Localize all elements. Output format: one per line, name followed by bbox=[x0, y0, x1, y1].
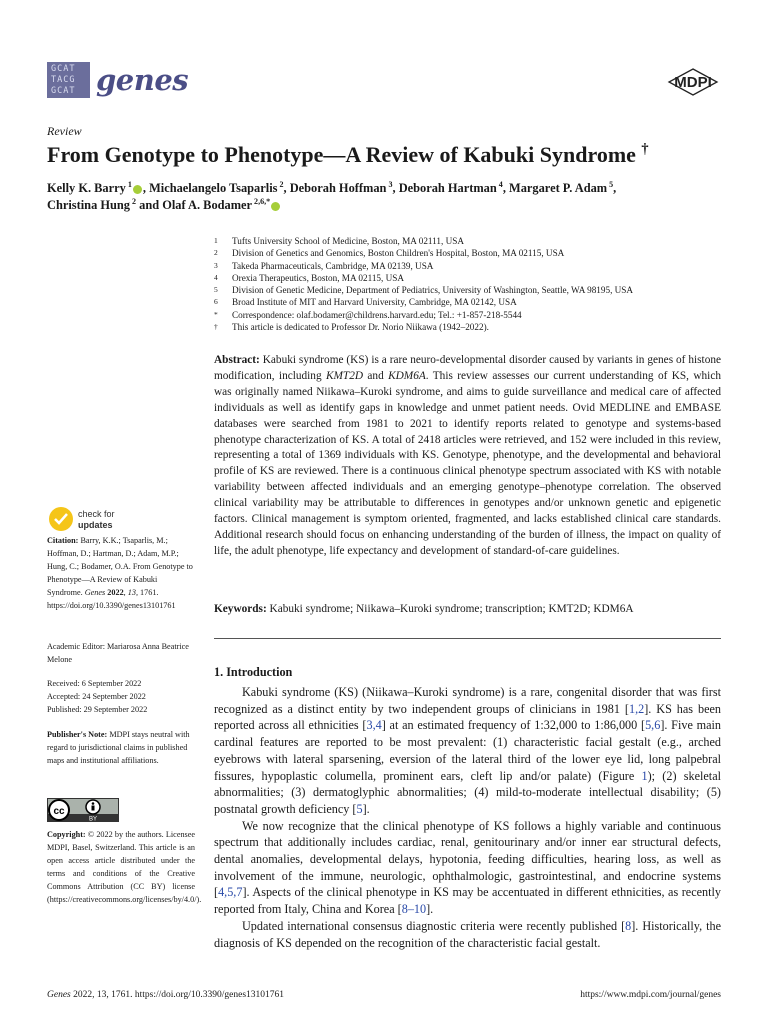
citation-label: Citation: bbox=[47, 536, 79, 545]
affiliation-text: Broad Institute of MIT and Harvard University, Cambridge, MA 02142, USA bbox=[232, 297, 517, 308]
logo-line: GCAT bbox=[51, 86, 76, 96]
published-date: Published: 29 September 2022 bbox=[47, 705, 148, 714]
logo-line: GCAT bbox=[51, 64, 76, 74]
abstract-text: Kabuki syndrome (KS) is a rare neuro-developmental disorder caused by variants in genes of histone modification, including KMT2D and KDM6A. This review assesses our current understanding of KS, which was originally named Niikawa–Kuroki syndrome, and aims to guide surveillance and medical care of affected individuals as well as identify gaps in knowledge and unmet patient needs. Ovid MEDLINE and EMBASE databases were searched from 1981 to 2021 to identify reports related to genotype and systems-based phenotype characterization of KS. A total of 2418 articles were retrieved, and 152 were included in this review, representing a total of 1369 individuals with KS. Genotype, phenotype, and the developmental and behavioral profile of KS are reviewed. There is a continuous clinical phenotype spectrum associated with KS with notable variability between affected individuals and an emerging genotype–phenotype correlation. The observed clinical variability may be attributable to differences in genotypes and/or unknown genetic and epigenetic factors. Clinical management is symptom oriented, fragmented, and lacks established clinical care standards. Additional research should focus on enhancing understanding of the burden of illness, the impact on quality of life, the adult phenotype, life expectancy and development of standard-of-care guidelines. bbox=[214, 354, 722, 557]
affiliation-row bbox=[214, 296, 734, 308]
author-name: Kelly K. Barry bbox=[47, 181, 126, 195]
keywords-label: Keywords: bbox=[214, 603, 267, 615]
affiliation-text: This article is dedicated to Professor Dr. Norio Niikawa (1942–2022). bbox=[232, 322, 489, 333]
gene-name: KDM6A bbox=[388, 369, 426, 382]
citation-year: 2022 bbox=[107, 588, 124, 597]
author-affiliation-number: 2 bbox=[129, 196, 137, 206]
abstract bbox=[214, 353, 721, 560]
academic-editor-label: Academic Editor: bbox=[47, 642, 105, 651]
section-heading: 1. Introduction bbox=[214, 665, 293, 679]
affiliation-text: Division of Genetic Medicine, Department of Pediatrics, University of Washington, Seattle, WA 98195, USA bbox=[232, 285, 634, 296]
copyright-text: © 2022 by the authors. Licensee MDPI, Basel, Switzerland. This article is an open access article distributed under the terms and conditions of the Creative Commons Attribution (CC BY) license (https://creativecommons.org/licenses/by/4.0/). bbox=[47, 830, 202, 904]
author-affiliation-number: 1 bbox=[125, 179, 132, 189]
affiliation-text: Division of Genetics and Genomics, Boston Children's Hospital, Boston, MA 02115, USA bbox=[232, 248, 565, 259]
affiliation-number: 6 bbox=[214, 297, 218, 307]
journal-logo bbox=[47, 62, 90, 98]
article-type: Review bbox=[47, 124, 82, 138]
affiliation-number: 1 bbox=[214, 236, 218, 245]
journal-name: genes bbox=[96, 63, 189, 97]
author-name: Margaret P. Adam bbox=[509, 181, 608, 195]
citation-pages[interactable]: 1761. https://doi.org/10.3390/genes13101761 bbox=[47, 588, 176, 610]
mdpi-logo bbox=[667, 68, 719, 96]
reference-link[interactable]: 3,4 bbox=[366, 718, 382, 733]
dates bbox=[47, 677, 195, 716]
keywords bbox=[214, 603, 721, 615]
reference-link[interactable]: 4,5,7 bbox=[218, 885, 243, 900]
author-affiliation-number: 3 bbox=[386, 179, 393, 189]
publisher-note-label: Publisher's Note: bbox=[47, 730, 108, 739]
publisher-note bbox=[47, 728, 195, 767]
affiliation-number: 3 bbox=[214, 260, 218, 270]
publisher-note-text: MDPI stays neutral with regard to jurisdictional claims in published maps and institutional affiliations. bbox=[47, 730, 190, 765]
author-name: Deborah Hartman bbox=[398, 181, 497, 195]
reference-link[interactable]: 1 bbox=[641, 768, 648, 783]
reference-link[interactable]: 5 bbox=[356, 801, 363, 816]
check-updates-line1: check for bbox=[78, 509, 115, 519]
affiliation-row bbox=[214, 260, 734, 272]
footer-citation-rest: 2022, 13, 1761. https://doi.org/10.3390/genes13101761 bbox=[73, 990, 285, 1000]
affiliation-number: 2 bbox=[214, 248, 218, 258]
cc-by-label: BY bbox=[88, 816, 98, 822]
paragraph: Updated international consensus diagnostic criteria were recently published [8]. Historically, the diagnosis of KS depended on the recognition of the characteristic facial gestalt. bbox=[214, 918, 721, 950]
affiliation-number: * bbox=[214, 309, 218, 319]
body-text bbox=[214, 684, 721, 951]
title-dagger: † bbox=[641, 141, 649, 158]
academic-editor-name: Mariarosa Anna Beatrice Melone bbox=[47, 642, 189, 664]
affiliation-text: Tufts University School of Medicine, Boston, MA 02111, USA bbox=[232, 236, 464, 246]
paragraph: Kabuki syndrome (KS) (Niikawa–Kuroki syndrome) is a rare, congenital disorder that was first recognized as a distinct entity by two independent groups of clinicians in 1981 [1,2]. KS has been reported across all ethnicities [3,4] at an estimated frequency of 1:32,000 to 1:86,000 [5,6]. Five main cardinal features are reported to be most prevalent: (1) characteristic facial gestalt (e.g., arched eyebrows with lateral sparsening, eversion of the lateral third of the lower eye lid, long palpebral fissures, hypoplastic columella, prominent ears, cleft lip and/or palate) (Figure 1); (2) skeletal abnormalities; (3) dermatoglyphic abnormalities; (4) mild-to-moderate intellectual disability; (5) postnatal growth deficiency [5]. bbox=[214, 685, 722, 816]
received-date: Received: 6 September 2022 bbox=[47, 679, 142, 688]
affiliation-row bbox=[214, 321, 734, 333]
affiliation-row bbox=[214, 284, 734, 296]
affiliation-number: 4 bbox=[214, 272, 218, 282]
citation-block: Citation: Barry, K.K.; Tsaparlis, M.; Hoffman, D.; Hartman, D.; Adam, M.P.; Hung, C.; Bodamer, O.A. From Genotype to Phenotype—A Review of Kabuki Syndrome. Genes 2022, 13, 1761. https://doi.org/10.3390/genes13101761 bbox=[47, 536, 193, 610]
author-name: Olaf A. Bodamer bbox=[162, 198, 253, 212]
publisher-name: MDPI bbox=[674, 74, 712, 91]
page-footer bbox=[47, 990, 721, 1000]
affiliation-row bbox=[214, 272, 734, 284]
author-affiliation-number: 2 bbox=[277, 179, 284, 189]
cc-by-license-icon[interactable] bbox=[47, 798, 119, 822]
citation-journal: Genes bbox=[84, 588, 106, 597]
citation-text: Barry, K.K.; Tsaparlis, M.; Hoffman, D.; Hartman, D.; Adam, M.P.; Hung, C.; Bodamer, O.A. From Genotype to Phenotype—A Review of Kabuki Syndrome. bbox=[47, 536, 193, 597]
footer-journal: Genes bbox=[47, 990, 71, 1000]
author-name: Michaelangelo Tsaparlis bbox=[149, 181, 278, 195]
logo-line: TACG bbox=[51, 75, 76, 85]
academic-editor bbox=[47, 640, 195, 666]
reference-link[interactable]: 8 bbox=[625, 918, 632, 933]
title-text: From Genotype to Phenotype—A Review of Kabuki Syndrome bbox=[47, 142, 636, 167]
svg-text:cc: cc bbox=[53, 806, 65, 817]
keywords-text: Kabuki syndrome; Niikawa–Kuroki syndrome; transcription; KMT2D; KDM6A bbox=[269, 603, 634, 615]
accepted-date: Accepted: 24 September 2022 bbox=[47, 692, 146, 701]
copyright bbox=[47, 828, 202, 906]
author-affiliation-number: 2,6,* bbox=[252, 196, 271, 206]
author-affiliation-number: 4 bbox=[496, 179, 503, 189]
reference-link[interactable]: 8–10 bbox=[401, 902, 427, 917]
affiliation-number: † bbox=[214, 322, 218, 332]
paragraph: We now recognize that the clinical phenotype of KS follows a highly variable and continuous spectrum that additionally includes cardiac, renal, genitourinary and/or inner ear structural defects, dental anomalies, developmental delays, hypotonia, feeding difficulties, hearing loss, as well as involvement of the immune, neurologic, ophthalmologic, gastrointestinal, and endocrine systems [4,5,7]. Aspects of the clinical phenotype in KS may be accentuated in different ethnicities, as recently reported from Italy, China and Korea [8–10]. bbox=[214, 818, 721, 917]
author-affiliation-number: 5 bbox=[607, 179, 614, 189]
footer-citation bbox=[47, 990, 284, 1000]
orcid-icon[interactable] bbox=[271, 202, 280, 211]
affiliation-text: Correspondence: olaf.bodamer@childrens.harvard.edu; Tel.: +1-857-218-5544 bbox=[232, 309, 522, 320]
copyright-label: Copyright: bbox=[47, 830, 86, 839]
check-for-updates-badge[interactable] bbox=[47, 505, 157, 533]
divider bbox=[214, 638, 721, 639]
reference-link[interactable]: 5,6 bbox=[645, 718, 661, 733]
affiliation-text: Orexia Therapeutics, Boston, MA 02115, USA bbox=[232, 272, 404, 283]
affiliation-row bbox=[214, 309, 734, 321]
article-title bbox=[47, 142, 737, 168]
reference-link[interactable]: 1,2 bbox=[628, 701, 645, 716]
affiliations bbox=[214, 235, 734, 333]
orcid-icon[interactable] bbox=[133, 185, 142, 194]
affiliation-row bbox=[214, 247, 734, 259]
author-name: Deborah Hoffman bbox=[289, 181, 387, 195]
author-list: Kelly K. Barry $^1$ , Michaelangelo Tsaparlis $^2$, Deborah Hoffman $^3$, Deborah Hartman $^4$, Margaret P. Adam $^5$, Christina Hung $^2$ and Olaf A. Bodamer $^{2,6,*}$ bbox=[47, 179, 617, 212]
affiliation-number: 5 bbox=[214, 285, 218, 295]
citation-volume: 13, bbox=[127, 588, 138, 597]
affiliation-row bbox=[214, 235, 734, 247]
author-name: Christina Hung bbox=[47, 198, 130, 212]
affiliation-text: Takeda Pharmaceuticals, Cambridge, MA 02139, USA bbox=[232, 260, 434, 271]
footer-url[interactable]: https://www.mdpi.com/journal/genes bbox=[580, 990, 721, 1000]
gene-name: KMT2D bbox=[325, 369, 364, 382]
check-updates-line2: updates bbox=[78, 520, 113, 530]
abstract-label: Abstract: bbox=[214, 354, 260, 366]
